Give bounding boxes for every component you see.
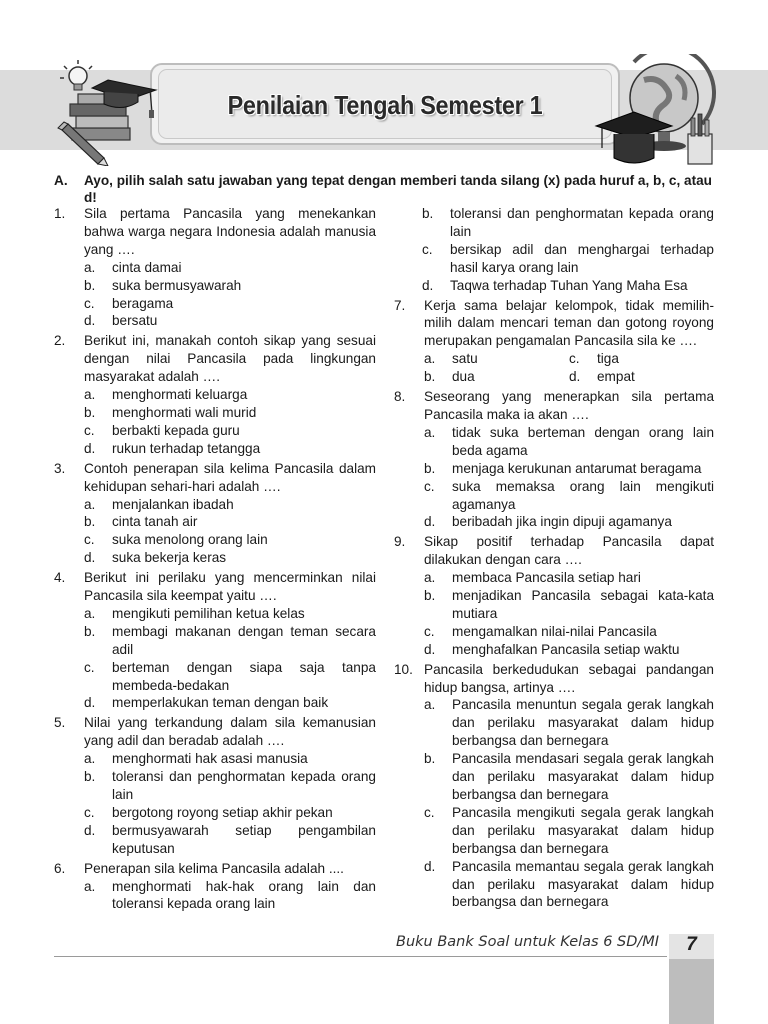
question-4 <box>54 569 376 712</box>
question-text: Sila pertama Pancasila yang menekankan bahwa warga negara Indonesia adalah manusia yang …. <box>84 206 376 257</box>
question-text: Berikut ini, manakah contoh sikap yang sesuai dengan nilai Pancasila pada lingkungan masyarakat adalah …. <box>84 333 376 385</box>
question-8 <box>394 388 714 531</box>
option-d[interactable]: d. empat <box>569 369 635 385</box>
page-number: 7 <box>686 934 697 955</box>
option-a[interactable]: a. cinta damai <box>84 259 182 275</box>
option-a[interactable]: a. menghormati hak-hak orang lain dan toleransi kepada orang lain <box>84 878 376 912</box>
question-text: Nilai yang terkandung dalam sila kemanusian yang adil dan beradab adalah …. <box>84 715 376 749</box>
option-d[interactable]: d. suka bekerja keras <box>84 550 227 566</box>
lightbulb-icon <box>60 60 92 90</box>
option-b[interactable]: b. dua <box>424 369 475 385</box>
option-c[interactable]: c. tiga <box>569 351 619 367</box>
question-number: 9. <box>394 534 406 550</box>
option-c[interactable]: c. suka memaksa orang lain mengikuti agamanya <box>424 478 714 512</box>
option-d[interactable]: d. rukun terhadap tetangga <box>84 440 261 456</box>
option-b[interactable]: b. toleransi dan penghormatan kepada orang lain <box>84 769 376 802</box>
section-instruction-text: Ayo, pilih salah satu jawaban yang tepat dengan memberi tanda silang (x) pada huruf a, b, c, atau d! <box>84 173 712 205</box>
option-d[interactable]: d. bersatu <box>84 313 158 329</box>
question-text: Contoh penerapan sila kelima Pancasila dalam kehidupan sehari-hari adalah …. <box>84 460 376 494</box>
option-b[interactable]: b. toleransi dan penghormatan kepada orang lain <box>422 206 714 239</box>
option-c[interactable]: c. bersikap adil dan menghargai terhadap hasil karya orang lain <box>422 241 714 275</box>
question-number: 5. <box>54 715 66 731</box>
option-b[interactable]: b. suka bermusyawarah <box>84 277 242 293</box>
question-number: 4. <box>54 570 66 586</box>
question-number: 10. <box>394 661 413 677</box>
left-column <box>54 205 376 915</box>
option-c[interactable]: c. bergotong royong setiap akhir pekan <box>84 804 333 820</box>
options-row <box>424 350 714 368</box>
option-d[interactable]: d. beribadah jika ingin dipuji agamanya <box>424 514 672 530</box>
option-a[interactable]: a. tidak suka berteman dengan orang lain beda agama <box>424 424 714 458</box>
question-text: Kerja sama belajar kelompok, tidak memilih-milih dalam mencari teman dan gotong royong merupakan pengamalan Pancasila sila ke …. <box>424 297 714 349</box>
question-number: 1. <box>54 206 66 221</box>
option-a[interactable]: a. mengikuti pemilihan ketua kelas <box>84 605 305 621</box>
option-c[interactable]: c. Pancasila mengikuti segala gerak langkah dan perilaku masyarakat dalam hidup berbangsa dan bernegara <box>424 804 714 856</box>
books-illustration <box>52 58 162 166</box>
question-5 <box>54 714 376 857</box>
option-c[interactable]: c. berbakti kepada guru <box>84 422 240 438</box>
right-column <box>394 205 714 913</box>
pencil-cup-icon <box>688 114 712 164</box>
question-10 <box>394 661 714 912</box>
option-b[interactable]: b. Pancasila mendasari segala gerak langkah dan perilaku masyarakat dalam hidup berbangsa dan bernegara <box>424 751 714 802</box>
option-d[interactable]: d. Pancasila memantau segala gerak langkah dan perilaku masyarakat dalam hidup berbangsa dan bernegara <box>424 858 714 910</box>
option-b[interactable]: b. menjadikan Pancasila sebagai kata-kata mutiara <box>424 588 714 621</box>
question-9 <box>394 533 714 658</box>
question-number: 2. <box>54 333 66 349</box>
globe-illustration <box>592 54 722 170</box>
option-b[interactable]: b. membagi makanan dengan teman secara adil <box>84 623 376 657</box>
question-7 <box>394 297 714 387</box>
option-c[interactable]: c. beragama <box>84 295 174 311</box>
option-a[interactable]: a. menghormati hak asasi manusia <box>84 751 308 767</box>
options-row <box>424 368 714 386</box>
question-text: Penerapan sila kelima Pancasila adalah .... <box>84 860 344 876</box>
option-d[interactable]: d. menghafalkan Pancasila setiap waktu <box>424 641 680 657</box>
option-a[interactable]: a. menghormati keluarga <box>84 387 248 403</box>
question-6-continued <box>394 205 714 295</box>
option-d[interactable]: d. Taqwa terhadap Tuhan Yang Maha Esa <box>422 277 688 293</box>
question-2 <box>54 332 376 457</box>
option-a[interactable]: a. membaca Pancasila setiap hari <box>424 570 641 586</box>
question-number: 3. <box>54 460 66 476</box>
option-c[interactable]: c. berteman dengan siapa saja tanpa membeda-bedakan <box>84 659 376 693</box>
option-a[interactable]: a. menjalankan ibadah <box>84 496 234 512</box>
option-d[interactable]: d. memperlakukan teman dengan baik <box>84 695 329 711</box>
question-number: 7. <box>394 297 406 313</box>
option-c[interactable]: c. mengamalkan nilai-nilai Pancasila <box>424 623 657 639</box>
question-text: Sikap positif terhadap Pancasila dapat dilakukan dengan cara …. <box>424 534 714 568</box>
question-6 <box>54 860 376 914</box>
page-title: Penilaian Tengah Semester 1 <box>227 90 543 120</box>
option-b[interactable]: b. menjaga kerukunan antarumat beragama <box>424 460 702 476</box>
question-3 <box>54 460 376 567</box>
question-number: 8. <box>394 389 406 405</box>
footer-divider <box>54 956 667 957</box>
book-title: Buku Bank Soal untuk Kelas 6 SD/MI <box>396 934 660 950</box>
question-text: Berikut ini perilaku yang mencerminkan nilai Pancasila sila keempat yaitu …. <box>84 570 376 604</box>
option-c[interactable]: c. suka menolong orang lain <box>84 532 268 548</box>
question-number: 6. <box>54 860 66 876</box>
option-d[interactable]: d. bermusyawarah setiap pengambilan keputusan <box>84 822 376 856</box>
section-label: A. <box>54 173 68 188</box>
question-text: Pancasila berkedudukan sebagai pandangan hidup bangsa, artinya …. <box>424 661 714 695</box>
question-1 <box>54 205 376 330</box>
question-text: Seseorang yang menerapkan sila pertama Pancasila maka ia akan …. <box>424 389 714 422</box>
option-a[interactable]: a. satu <box>424 351 478 367</box>
option-b[interactable]: b. cinta tanah air <box>84 514 198 530</box>
option-b[interactable]: b. menghormati wali murid <box>84 404 257 420</box>
option-a[interactable]: a. Pancasila menuntun segala gerak langkah dan perilaku masyarakat dalam hidup berbangsa dan bernegara <box>424 697 714 749</box>
